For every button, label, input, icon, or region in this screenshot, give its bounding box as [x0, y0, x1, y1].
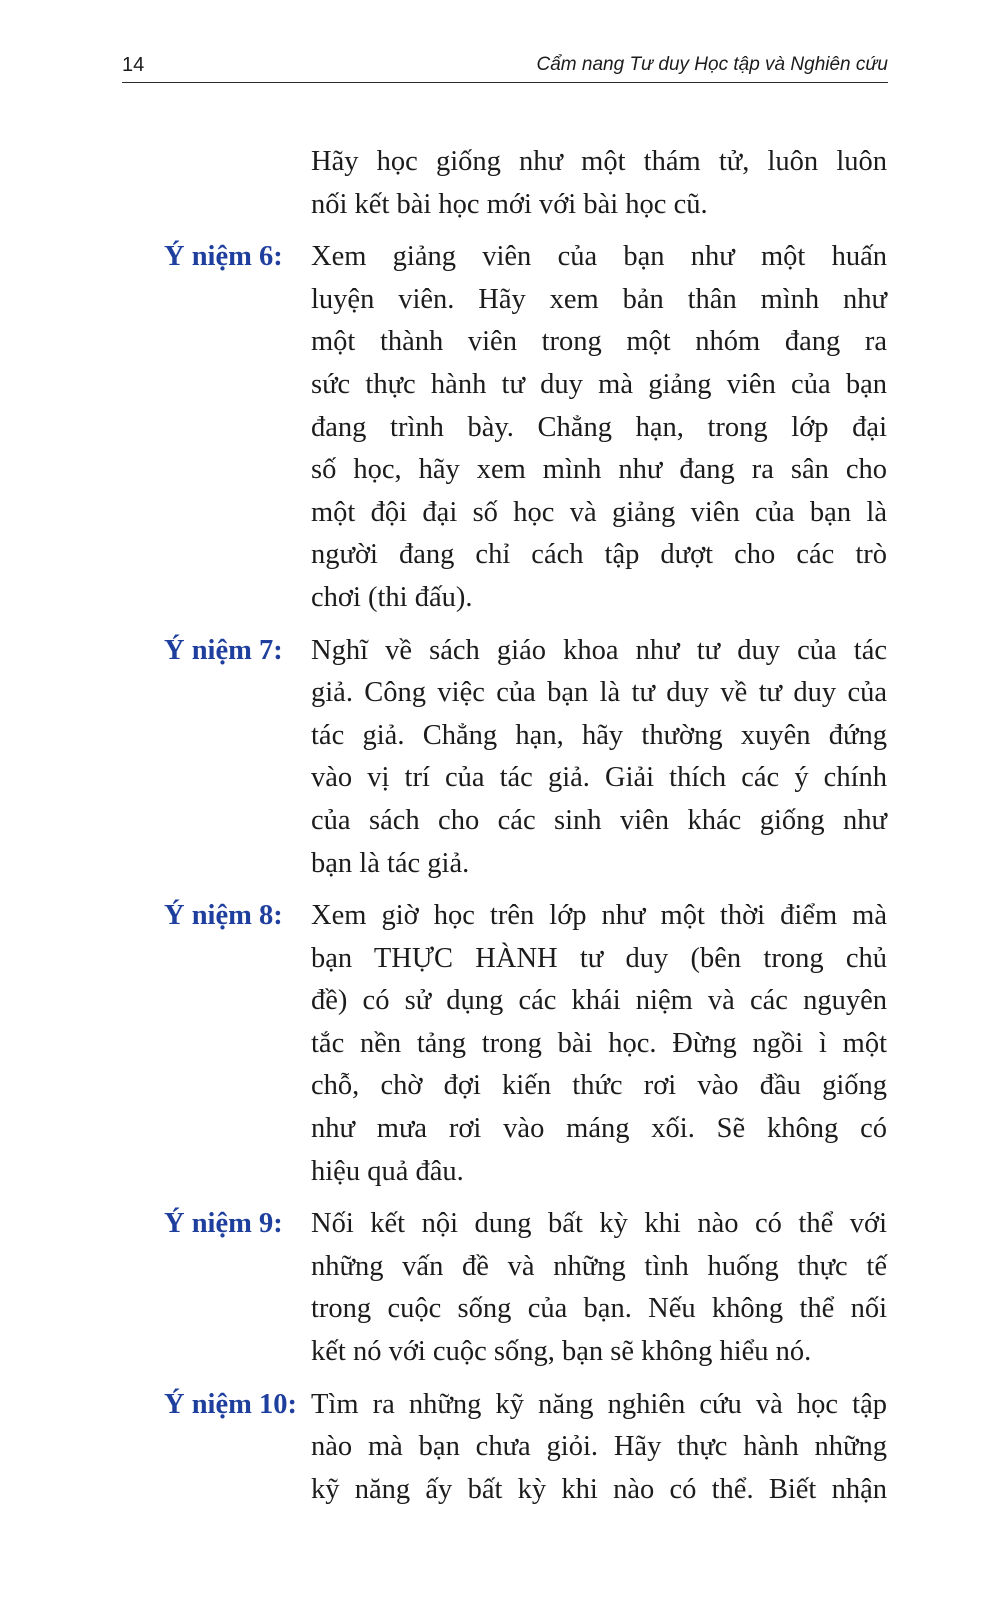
text-line: tác giả. Chẳng hạn, hãy thường xuyên đứng [311, 719, 887, 751]
idea-entry-6 [0, 236, 1000, 619]
idea-entry-8 [0, 895, 1000, 1193]
idea-label-10: Ý niệm 10: [164, 1388, 297, 1420]
text-line: như mưa rơi vào máng xối. Sẽ không có [311, 1113, 887, 1145]
text-line: trong cuộc sống của bạn. Nếu không thể nối [311, 1293, 887, 1325]
text-line: chơi (thi đấu). [311, 581, 473, 613]
text-line: số học, hãy xem mình như đang ra sân cho [311, 454, 887, 486]
idea-entry-9 [0, 1203, 1000, 1373]
idea-label-7: Ý niệm 7: [164, 634, 283, 666]
text-line: Nối kết nội dung bất kỳ khi nào có thể với [311, 1208, 887, 1240]
idea-label-8: Ý niệm 8: [164, 900, 283, 932]
text-line: Nghĩ về sách giáo khoa như tư duy của tác [311, 634, 887, 666]
text-line: Tìm ra những kỹ năng nghiên cứu và học tập [311, 1388, 887, 1420]
text-line: luyện viên. Hãy xem bản thân mình như [311, 283, 887, 315]
text-line: Xem giờ học trên lớp như một thời điểm mà [311, 900, 887, 932]
text-line: tắc nền tảng trong bài học. Đừng ngồi ì một [311, 1027, 887, 1059]
text-line: kỹ năng ấy bất kỳ khi nào có thể. Biết nhận [311, 1473, 887, 1505]
idea-text-6 [311, 236, 887, 619]
text-line: bạn là tác giả. [311, 847, 470, 879]
idea-text-9 [311, 1203, 887, 1373]
text-line: đề) có sử dụng các khái niệm và các nguyên [311, 985, 887, 1017]
text-line: sức thực hành tư duy mà giảng viên của bạn [311, 368, 887, 400]
text-line: những vấn đề và những tình huống thực tế [311, 1250, 887, 1282]
idea-text-10 [311, 1384, 887, 1512]
idea-text-7 [311, 630, 887, 886]
text-line: một đội đại số học và giảng viên của bạn là [311, 496, 887, 528]
intro-paragraph [311, 141, 887, 226]
idea-text-8 [311, 895, 887, 1193]
text-line: nối kết bài học mới với bài học cũ. [311, 188, 708, 220]
idea-label-9: Ý niệm 9: [164, 1208, 283, 1240]
text-line: vào vị trí của tác giả. Giải thích các ý chính [311, 762, 887, 794]
text-line: chỗ, chờ đợi kiến thức rơi vào đầu giống [311, 1070, 887, 1102]
text-line: người đang chỉ cách tập dượt cho các trò [311, 539, 887, 571]
text-line: hiệu quả đâu. [311, 1155, 464, 1187]
text-line: Hãy học giống như một thám tử, luôn luôn [311, 146, 887, 177]
text-line: Xem giảng viên của bạn như một huấn [311, 241, 887, 273]
running-title: Cẩm nang Tư duy Học tập và Nghiên cứu [536, 54, 888, 75]
text-line: kết nó với cuộc sống, bạn sẽ không hiểu nó. [311, 1336, 812, 1368]
text-line: một thành viên trong một nhóm đang ra [311, 326, 887, 358]
page-number: 14 [122, 54, 145, 76]
page-body [0, 141, 1000, 1521]
idea-entry-7 [0, 630, 1000, 886]
text-line: bạn THỰC HÀNH tư duy (bên trong chủ [311, 942, 887, 974]
text-line: của sách cho các sinh viên khác giống như [311, 804, 887, 836]
idea-entry-10 [0, 1384, 1000, 1512]
text-line: nào mà bạn chưa giỏi. Hãy thực hành những [311, 1431, 887, 1463]
text-line: giả. Công việc của bạn là tư duy về tư duy của [311, 677, 887, 709]
idea-label-6: Ý niệm 6: [164, 241, 283, 273]
text-line: đang trình bày. Chẳng hạn, trong lớp đại [311, 411, 887, 443]
running-header [122, 50, 888, 83]
